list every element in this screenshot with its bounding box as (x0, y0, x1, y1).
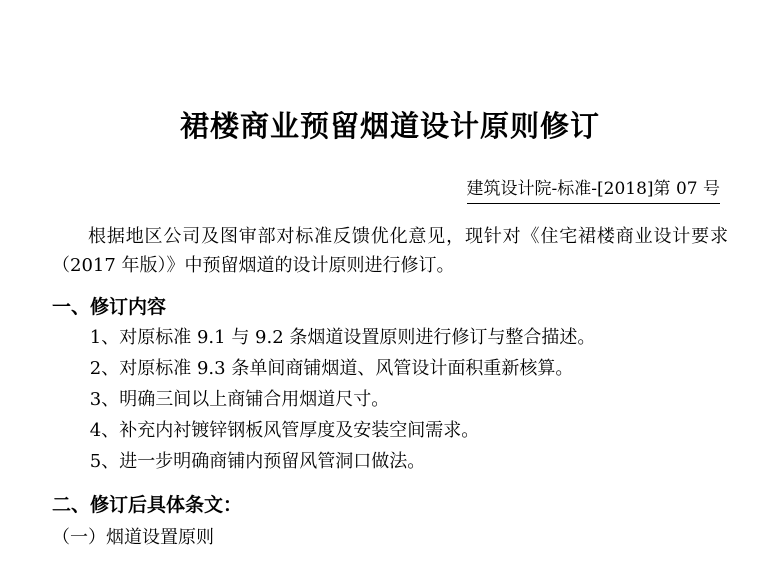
list-item: 3、明确三间以上商铺合用烟道尺寸。 (89, 388, 390, 410)
intro-paragraph: 根据地区公司及图审部对标准反馈优化意见，现针对《住宅裙楼商业设计要求（2017 年版）》中预留烟道的设计原则进行修订。 (52, 226, 728, 277)
list-item: 1、对原标准 9.1 与 9.2 条烟道设置原则进行修订与整合描述。 (89, 326, 596, 348)
sub-heading-flue-principles: （一）烟道设置原则 (52, 526, 214, 548)
page-title: 裙楼商业预留烟道设计原则修订 (179, 109, 600, 143)
list-item: 4、补充内衬镀锌钢板风管厚度及安装空间需求。 (89, 419, 480, 441)
revision-content-list (52, 323, 728, 478)
list-item: 5、进一步明确商铺内预留风管洞口做法。 (89, 450, 426, 472)
section-heading-revision-content: 一、修订内容 (52, 296, 167, 319)
doc-number-row (52, 178, 728, 204)
document-number: 建筑设计院-标准-[2018]第 07 号 (467, 178, 720, 204)
section-heading-revised-clauses: 二、修订后具体条文： (52, 493, 243, 516)
list-item: 2、对原标准 9.3 条单间商铺烟道、风管设计面积重新核算。 (89, 357, 574, 379)
